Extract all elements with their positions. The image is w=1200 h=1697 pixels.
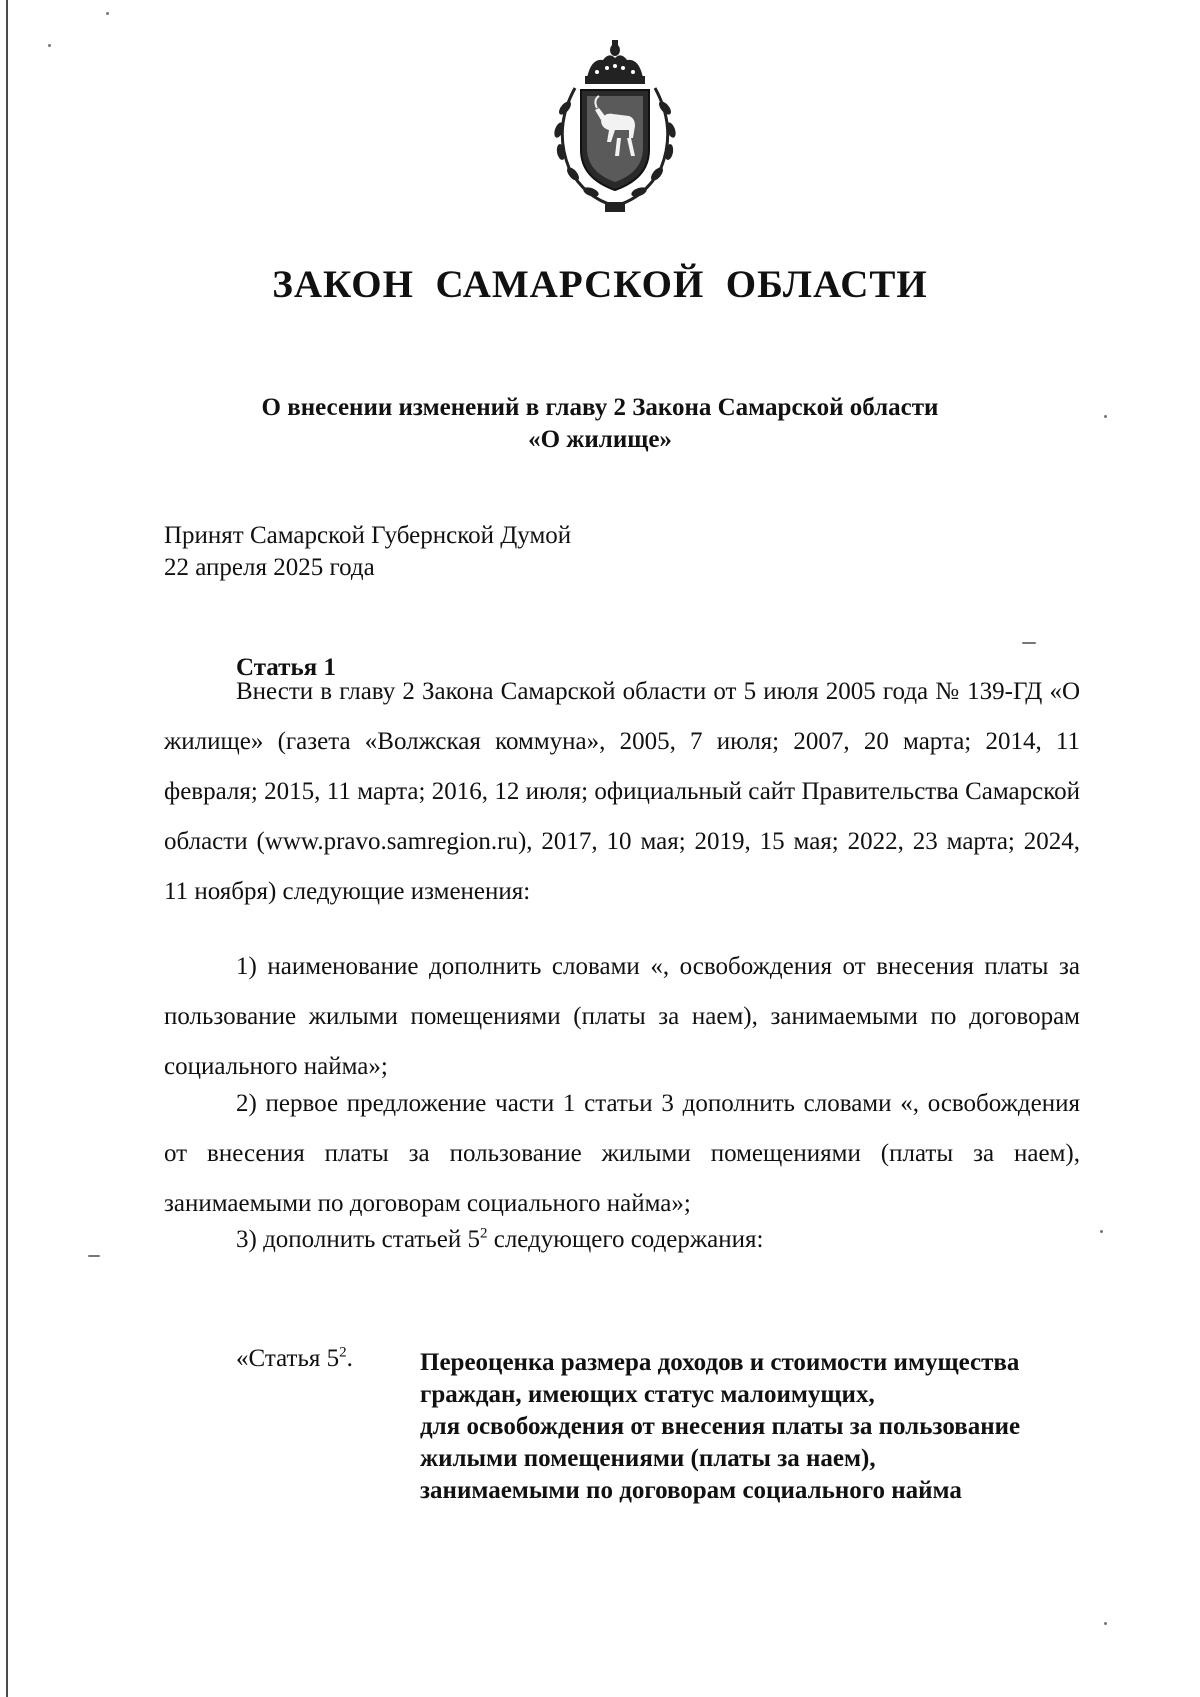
adoption-info xyxy=(164,520,571,584)
adoption-date: 22 апреля 2025 года xyxy=(164,554,375,581)
inserted-label-text: «Статья 5 xyxy=(236,1345,340,1372)
subtitle-line: «О жилище» xyxy=(528,426,672,453)
superscript: 2 xyxy=(339,1344,347,1361)
amendment-item-1 xyxy=(164,942,1080,1092)
amendment-item-text: 1) наименование дополнить словами «, освобождения от внесения платы за пользование жилыми помещениями (платы за наем), занимаемыми по договорам социального найма»; xyxy=(164,953,1080,1080)
law-subtitle xyxy=(0,392,1200,456)
inserted-title-line: Переоценка размера доходов и стоимости имущества xyxy=(420,1349,1020,1376)
amendment-item-3 xyxy=(164,1215,1080,1265)
scan-speck xyxy=(48,44,51,47)
article-intro-paragraph xyxy=(164,667,1080,917)
scan-speck xyxy=(1022,642,1036,644)
inserted-label-dot: . xyxy=(346,1345,353,1372)
scan-speck xyxy=(88,1255,100,1257)
inserted-title-line: жилыми помещениями (платы за наем), xyxy=(420,1445,876,1472)
adoption-body: Принят Самарской Губернской Думой xyxy=(164,522,572,549)
law-title: ЗАКОН САМАРСКОЙ ОБЛАСТИ xyxy=(272,263,928,306)
amendment-item-2 xyxy=(164,1079,1080,1229)
scan-speck xyxy=(106,12,109,15)
page-edge-line xyxy=(6,0,8,1697)
inserted-title-line: занимаемыми по договорам социального найма xyxy=(420,1477,962,1504)
amendment-item-text: 2) первое предложение части 1 статьи 3 дополнить словами «, освобождения от внесения платы за пользование жилыми помещениями (платы за наем), занимаемыми по договорам социального найма»; xyxy=(164,1090,1080,1217)
article-intro-text: Внести в главу 2 Закона Самарской области от 5 июля 2005 года № 139-ГД «О жилище» (газета «Волжская коммуна», 2005, 7 июля; 2007, 20 марта; 2014, 11 февраля; 2015, 11 марта; 2016, 12 июля; официальный сайт Правительства Самарской области (www.pravo.samregion.ru), 2017, 10 мая; 2019, 15 мая; 2022, 23 марта; 2024, 11 ноября) следующие изменения: xyxy=(164,678,1080,905)
inserted-article-title xyxy=(420,1347,1120,1507)
amendment-item-text-end: следующего содержания: xyxy=(487,1226,764,1253)
subtitle-line: О внесении изменений в главу 2 Закона Самарской области xyxy=(261,394,939,421)
superscript: 2 xyxy=(479,1225,488,1242)
scan-speck xyxy=(1104,1622,1107,1625)
inserted-title-line: для освобождения от внесения платы за пользование xyxy=(420,1413,1021,1440)
amendment-item-text: 3) дополнить статьей 5 xyxy=(236,1226,480,1253)
scan-speck xyxy=(1100,1230,1103,1233)
coat-of-arms-icon xyxy=(535,38,695,218)
article-heading: Статья 1 xyxy=(236,654,336,681)
inserted-article-label xyxy=(236,1345,353,1373)
inserted-title-line: граждан, имеющих статус малоимущих, xyxy=(420,1381,875,1408)
